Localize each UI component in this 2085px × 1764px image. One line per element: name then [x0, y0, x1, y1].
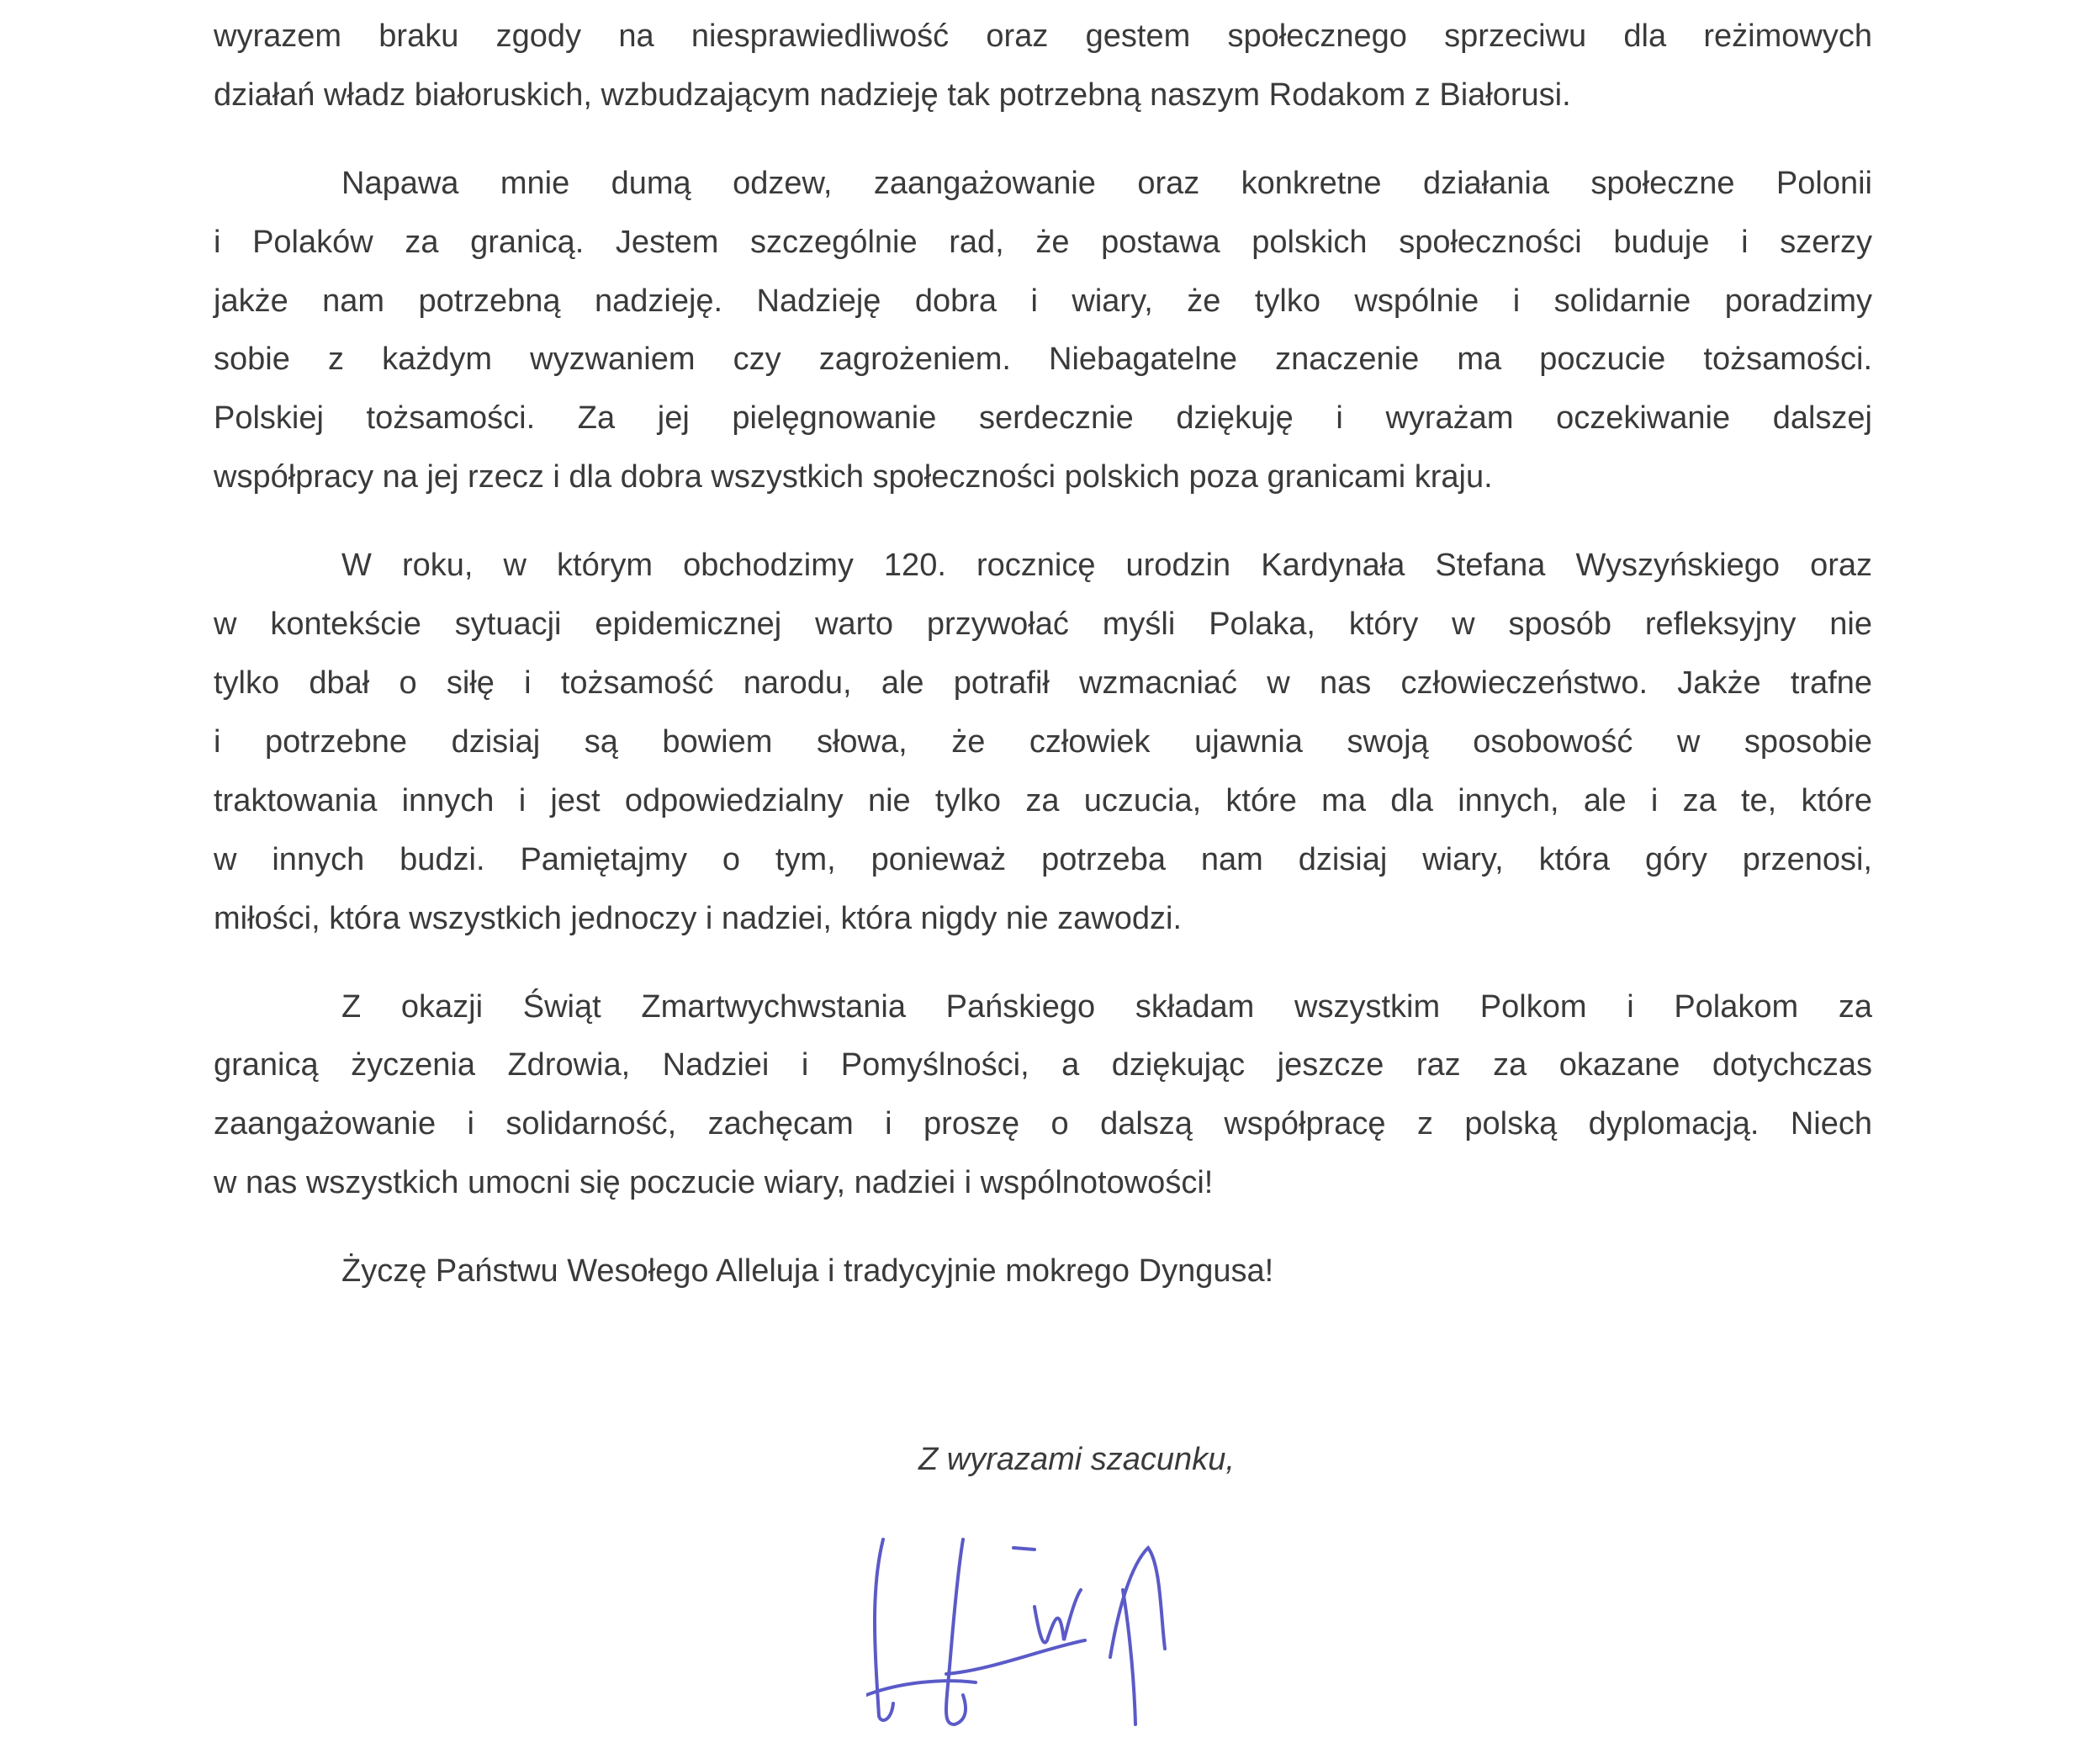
- paragraph-3-line: W roku, w którym obchodzimy 120. rocznicę urodzin Kardynała Stefana Wyszyńskiego oraz: [341, 548, 1872, 583]
- paragraph-2-line: i Polaków za granicą. Jestem szczególnie rad, że postawa polskich społeczności buduje i szerzy: [214, 225, 1872, 260]
- paragraph-3-line: w kontekście sytuacji epidemicznej warto przywołać myśli Polaka, który w sposób refleksyjny nie: [214, 607, 1872, 642]
- paragraph-1-line: działań władz białoruskich, wzbudzającym nadzieję tak potrzebną naszym Rodakom z Białorusi.: [214, 77, 1571, 113]
- paragraph-3-line: traktowania innych i jest odpowiedzialny nie tylko za uczucia, które ma dla innych, ale i za te, które: [214, 783, 1872, 818]
- paragraph-3-line: miłości, która wszystkich jednoczy i nadziei, która nigdy nie zawodzi.: [214, 901, 1183, 936]
- paragraph-3-line: w innych budzi. Pamiętajmy o tym, ponieważ potrzeba nam dzisiaj wiary, która góry przenosi,: [214, 842, 1872, 877]
- paragraph-3-line: tylko dbał o siłę i tożsamość narodu, ale potrafił wzmacniać w nas człowieczeństwo. Jakże trafne: [214, 665, 1872, 701]
- paragraph-2-line: Polskiej tożsamości. Za jej pielęgnowanie serdecznie dziękuję i wyrażam oczekiwanie dalszej: [214, 400, 1872, 436]
- paragraph-2-line: sobie z każdym wyzwaniem czy zagrożeniem. Niebagatelne znaczenie ma poczucie tożsamości.: [214, 342, 1872, 377]
- handwritten-signature: [866, 1514, 1371, 1750]
- paragraph-2-line: Napawa mnie dumą odzew, zaangażowanie oraz konkretne działania społeczne Polonii: [341, 166, 1872, 201]
- paragraph-2-line: współpracy na jej rzecz i dla dobra wszystkich społeczności polskich poza granicami kraju.: [214, 459, 1493, 495]
- paragraph-2-line: jakże nam potrzebną nadzieję. Nadzieję dobra i wiary, że tylko wspólnie i solidarnie poradzimy: [214, 283, 1872, 319]
- paragraph-4-line: Z okazji Świąt Zmartwychwstania Pańskiego składam wszystkim Polkom i Polakom za: [341, 989, 1872, 1025]
- paragraph-4-line: w nas wszystkich umocni się poczucie wiary, nadziei i wspólnotowości!: [214, 1165, 1214, 1200]
- paragraph-1-line: wyrazem braku zgody na niesprawiedliwość oraz gestem społecznego sprzeciwu dla reżimowych: [214, 19, 1872, 54]
- paragraph-4-line: zaangażowanie i solidarność, zachęcam i proszę o dalszą współpracę z polską dyplomacją. Niech: [214, 1106, 1872, 1142]
- paragraph-3-line: i potrzebne dzisiaj są bowiem słowa, że człowiek ujawnia swoją osobowość w sposobie: [214, 724, 1872, 760]
- closing-salutation: Z wyrazami szacunku,: [918, 1442, 1235, 1477]
- paragraph-4-line: granicą życzenia Zdrowia, Nadziei i Pomyślności, a dziękując jeszcze raz za okazane dotychczas: [214, 1047, 1872, 1083]
- paragraph-5-line: Życzę Państwu Wesołego Alleluja i tradycyjnie mokrego Dyngusa!: [341, 1253, 1274, 1289]
